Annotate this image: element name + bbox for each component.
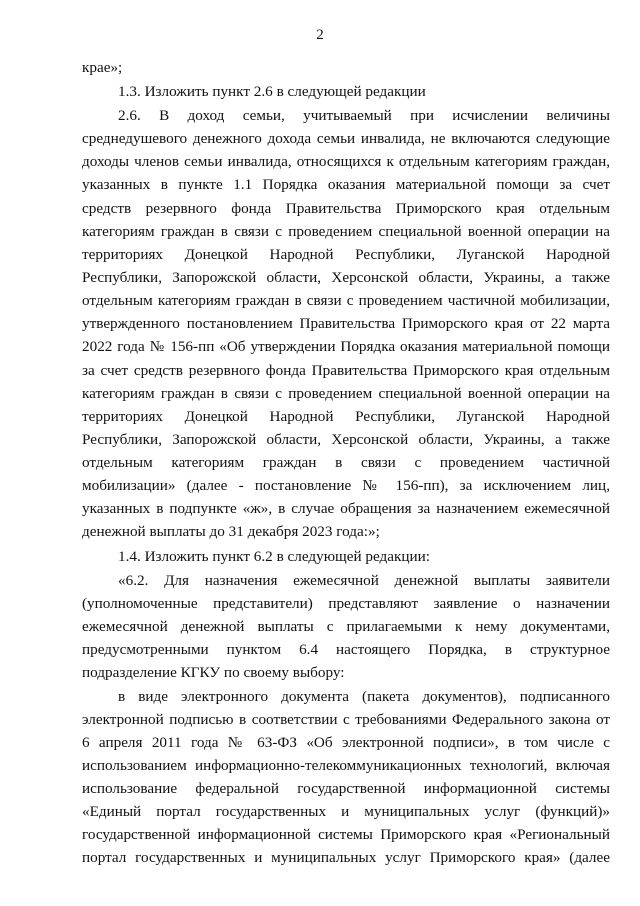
text-line: 1.3. Изложить пункт 2.6 в следующей редакции	[118, 83, 426, 100]
text-line: государственной информационной системы Приморского края «Региональный	[82, 826, 610, 843]
text-line: мобилизации» (далее - постановление № 156-пп), за исключением лиц,	[82, 477, 610, 494]
text-line: отдельным категориям граждан в связи с проведением частичной	[82, 454, 610, 471]
text-line: использование федеральной государственной информационной системы	[82, 780, 610, 797]
text-line: категориям граждан в связи с проведением специальной военной операции на	[82, 223, 610, 240]
page-number: 2	[316, 27, 324, 43]
text-line: доходы членов семьи инвалида, относящихся к отдельным категориям граждан,	[82, 153, 610, 170]
text-line: территориях Донецкой Народной Республики, Луганской Народной	[82, 246, 610, 263]
text-line: Республики, Запорожской области, Херсонской области, Украины, а также	[82, 431, 610, 448]
text-line: указанных в пункте 1.1 Порядка оказания материальной помощи за счет	[82, 176, 610, 193]
text-line: подразделение КГКУ по своему выбору:	[82, 664, 345, 681]
text-line: портал государственных и муниципальных услуг Приморского края» (далее	[82, 849, 610, 866]
text-line: в виде электронного документа (пакета документов), подписанного	[118, 688, 610, 705]
text-line: крае»;	[82, 59, 123, 76]
text-line: денежной выплаты до 31 декабря 2023 года:»;	[82, 523, 380, 540]
text-line: среднедушевого денежного дохода семьи инвалида, не включаются следующие	[82, 130, 610, 147]
text-line: указанных в подпункте «ж», в случае обращения за назначением ежемесячной	[82, 500, 610, 517]
text-line: электронной подписью в соответствии с требованиями Федерального закона от	[82, 711, 610, 728]
text-line: «6.2. Для назначения ежемесячной денежной выплаты заявители	[118, 572, 610, 589]
text-line: 2.6. В доход семьи, учитываемый при исчислении величины	[118, 107, 610, 124]
text-line: 2022 года № 156-пп «Об утверждении Порядка оказания материальной помощи	[82, 338, 610, 355]
text-line: (уполномоченные представители) представляют заявление о назначении	[82, 595, 610, 612]
text-line: ежемесячной денежной выплаты с прилагаемыми к нему документами,	[82, 618, 610, 635]
text-line: 6 апреля 2011 года № 63-ФЗ «Об электронной подписи», в том числе с	[82, 734, 610, 751]
text-line: 1.4. Изложить пункт 6.2 в следующей редакции:	[118, 548, 431, 565]
text-line: предусмотренными пунктом 6.4 настоящего Порядка, в структурное	[82, 641, 610, 658]
text-line: использованием информационно-телекоммуникационных технологий, включая	[82, 757, 610, 774]
text-line: утвержденного постановлением Правительства Приморского края от 22 марта	[82, 315, 610, 332]
text-line: отдельным категориям граждан в связи с проведением частичной мобилизации,	[82, 292, 610, 309]
text-line: средств резервного фонда Правительства Приморского края отдельным	[82, 200, 610, 217]
text-line: Республики, Запорожской области, Херсонской области, Украины, а также	[82, 269, 610, 286]
text-line: территориях Донецкой Народной Республики, Луганской Народной	[82, 408, 610, 425]
text-line: «Единый портал государственных и муниципальных услуг (функций)»	[82, 803, 610, 820]
text-line: категориям граждан в связи с проведением специальной военной операции на	[82, 385, 610, 402]
text-line: за счет средств резервного фонда Правительства Приморского края отдельным	[82, 362, 610, 379]
